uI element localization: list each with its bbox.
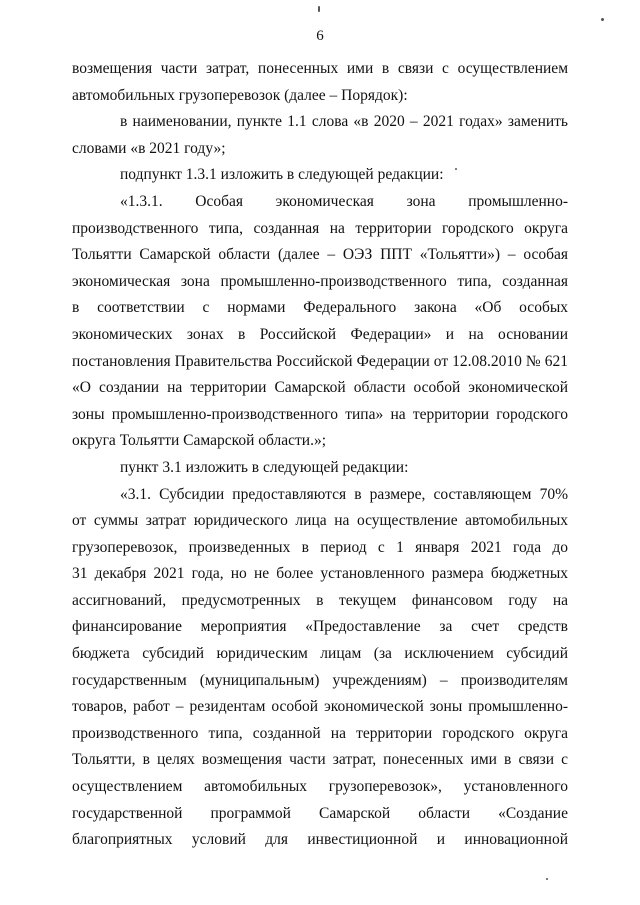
text-line: производственного типа, созданная на территории городского округа: [72, 219, 568, 237]
scan-speck: [546, 878, 548, 880]
text-line: подпункт 1.3.1 изложить в следующей редакции:: [120, 166, 444, 184]
text-line: возмещения части затрат, понесенных ими в связи с осуществлением: [72, 60, 568, 77]
text-line: пункт 3.1 изложить в следующей редакции:: [120, 458, 409, 476]
scan-speck: [318, 6, 320, 12]
text-line: производственного типа, созданной на территории городского округа: [72, 724, 568, 742]
text-line: в соответствии с нормами Федерального закона «Об особых: [72, 299, 568, 317]
text-line: «О создании на территории Самарской области особой экономической: [72, 379, 568, 397]
text-line: округа Тольятти Самарской области.»;: [72, 432, 327, 450]
text-line: зоны промышленно-производственного типа» на территории городского: [72, 405, 568, 423]
document-body: [72, 56, 568, 854]
text-line: государственной программой Самарской области «Создание: [72, 804, 568, 822]
text-line: грузоперевозок, произведенных в период с 1 января 2021 года до: [72, 538, 568, 556]
text-line: благоприятных условий для инвестиционной и инновационной: [72, 831, 568, 849]
text-line: «1.3.1. Особая экономическая зона промышленно-: [120, 192, 568, 210]
text-line: бюджета субсидий юридическим лицам (за исключением субсидий: [72, 645, 568, 663]
text-line: от суммы затрат юридического лица на осуществление автомобильных: [72, 512, 568, 530]
text-line: Тольятти Самарской области (далее – ОЭЗ ППТ «Тольятти») – особая: [72, 246, 568, 264]
text-line: постановления Правительства Российской Федерации от 12.08.2010 № 621: [72, 352, 568, 370]
text-line: государственным (муниципальным) учреждениям) – производителям: [72, 671, 568, 689]
text-line: словами «в 2021 году»;: [72, 139, 226, 157]
text-line: финансирование мероприятия «Предоставление за счет средств: [72, 618, 568, 636]
text-line: ассигнований, предусмотренных в текущем финансовом году на: [72, 591, 568, 609]
text-line: осуществлением автомобильных грузоперевозок», установленного: [72, 778, 568, 796]
scan-speck: [455, 168, 457, 170]
text-line: товаров, работ – резидентам особой экономической зоны промышленно-: [72, 698, 568, 716]
text-line: экономическая зона промышленно-производственного типа, созданная: [72, 272, 568, 290]
scan-speck: [601, 18, 604, 21]
text-line: Тольятти, в целях возмещения части затрат, понесенных ими в связи с: [72, 751, 568, 769]
page-number: 6: [316, 28, 324, 44]
text-line: в наименовании, пункте 1.1 слова «в 2020 – 2021 годах» заменить: [120, 113, 568, 131]
text-line: 31 декабря 2021 года, но не более установленного размера бюджетных: [72, 565, 568, 583]
text-line: автомобильных грузоперевозок (далее – Порядок):: [72, 86, 408, 104]
text-line: экономических зонах в Российской Федерации» и на основании: [72, 325, 568, 343]
text-line: «3.1. Субсидии предоставляются в размере, составляющем 70%: [120, 485, 568, 503]
